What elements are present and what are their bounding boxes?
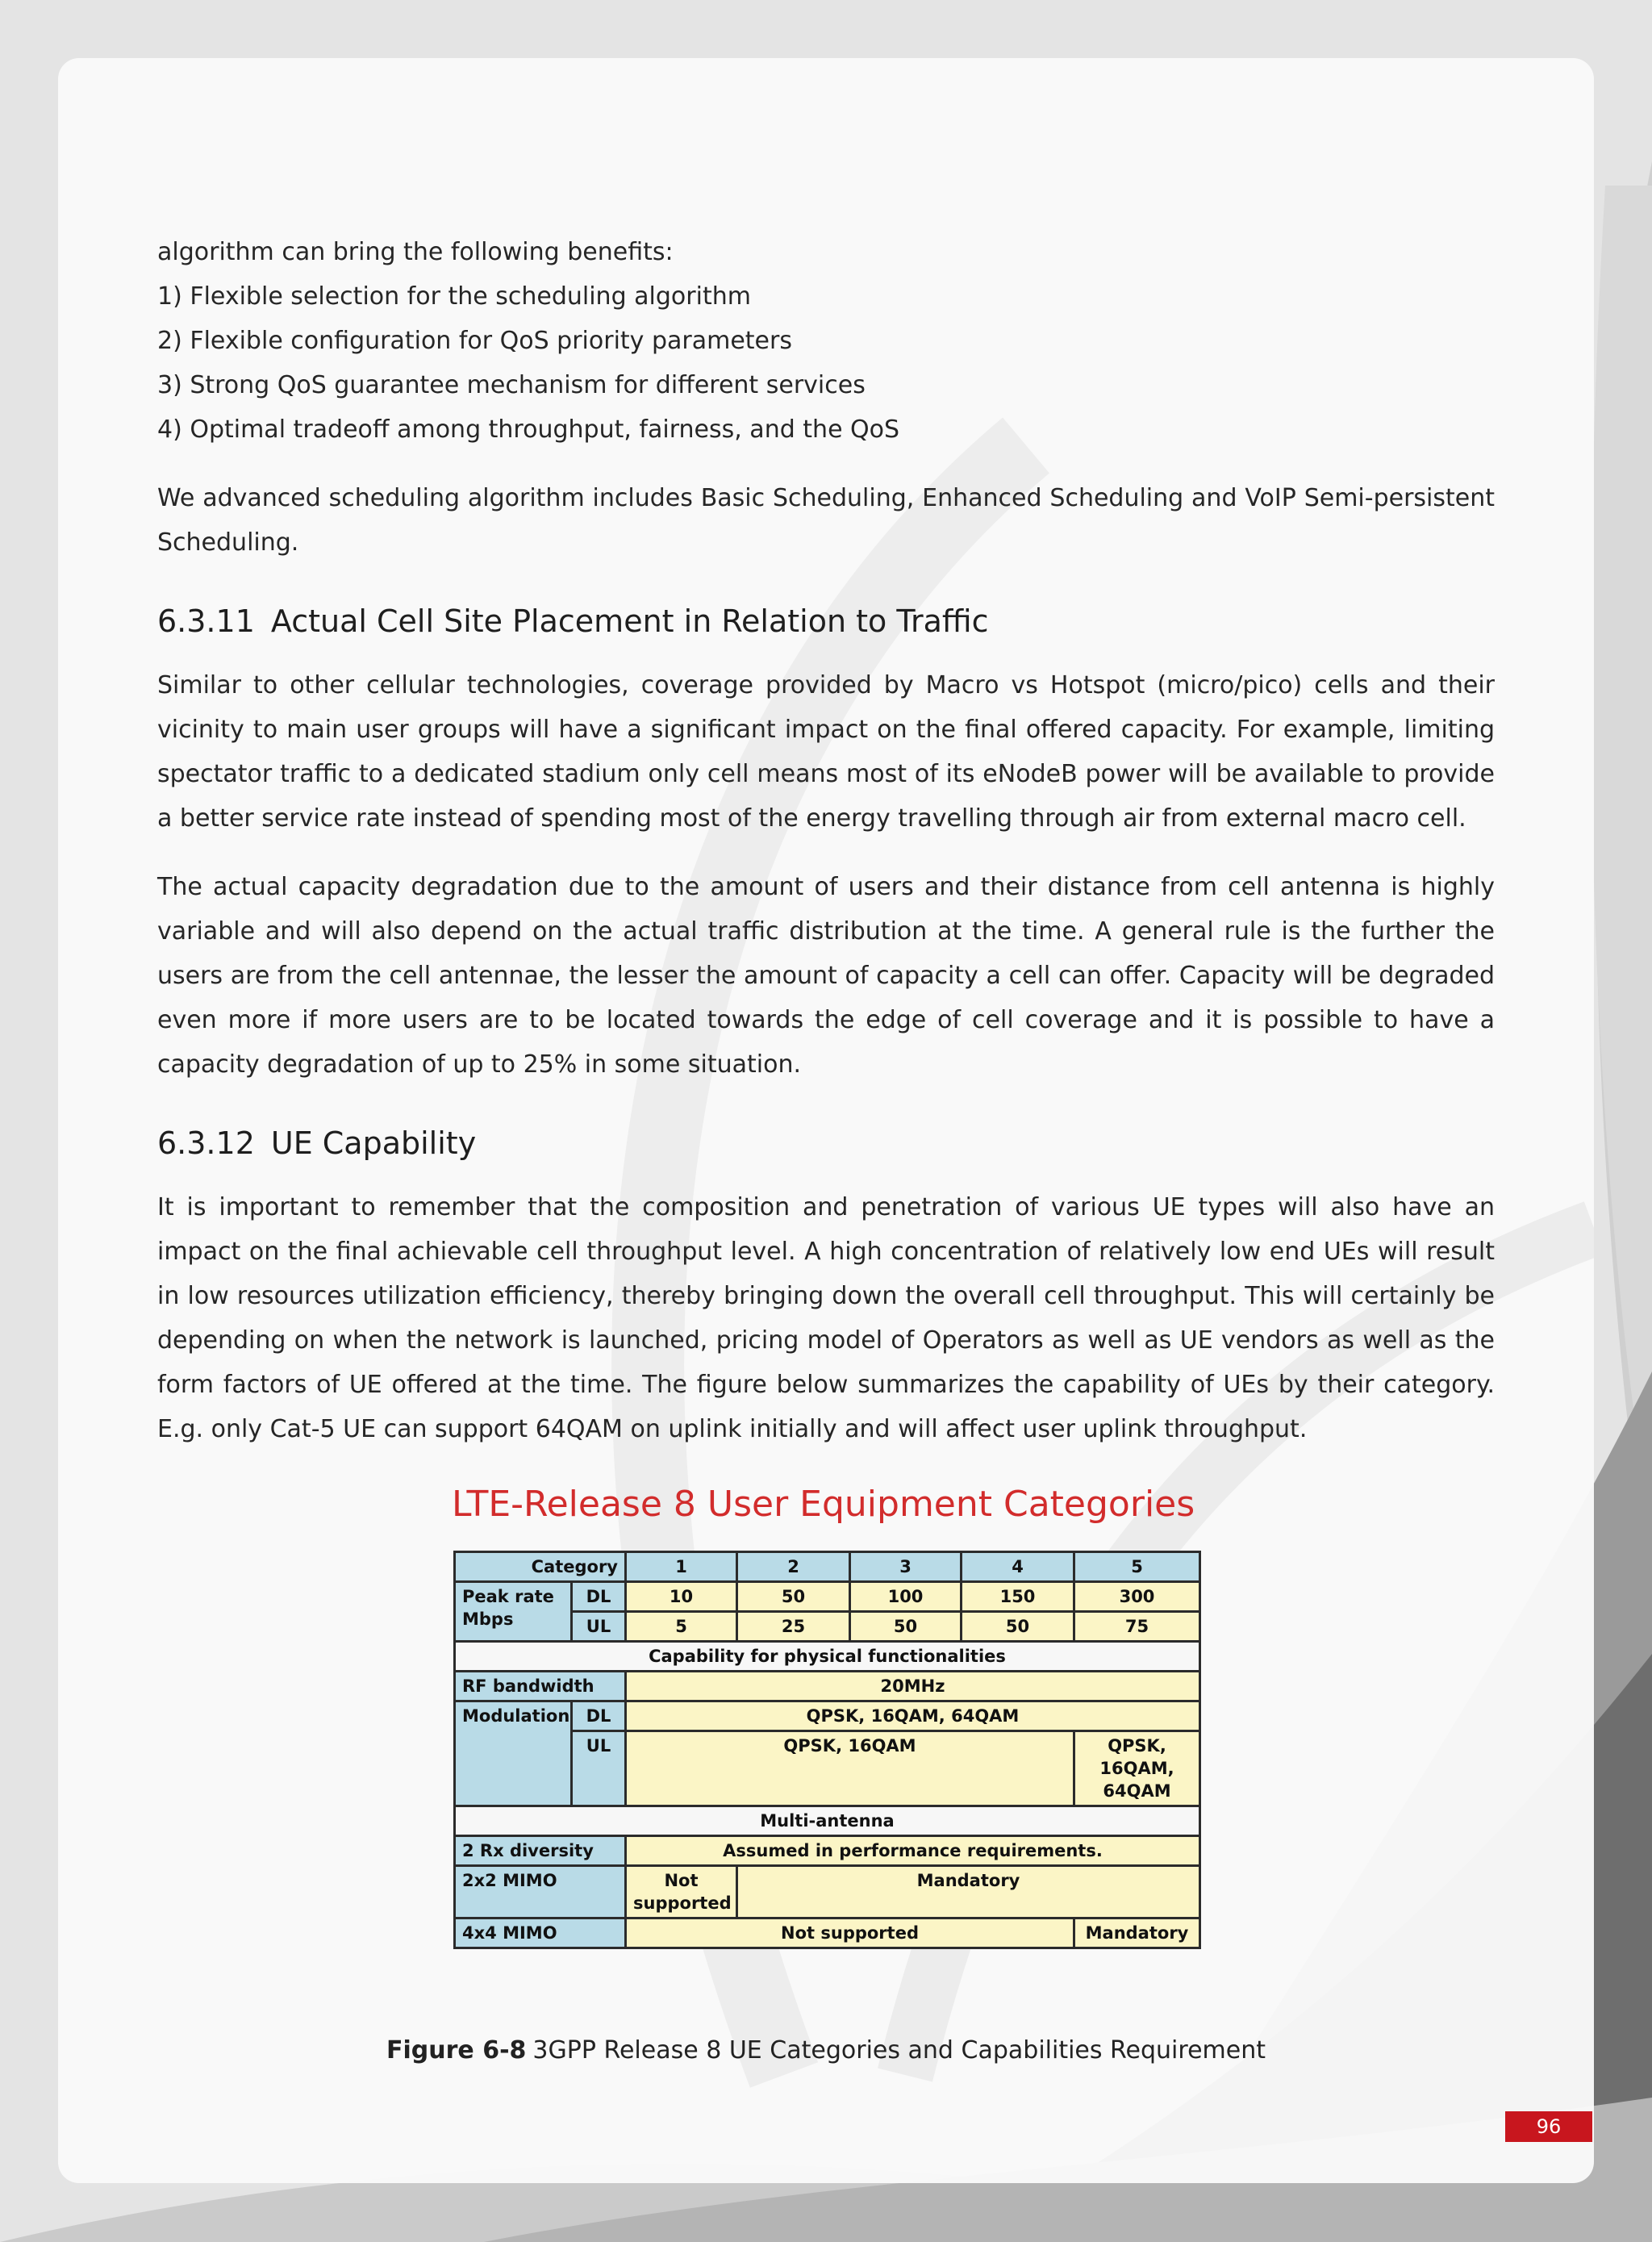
table-row xyxy=(455,1582,1200,1612)
category-cell: 3 xyxy=(850,1552,962,1582)
ul-rate: 50 xyxy=(962,1612,1074,1642)
figure-caption xyxy=(0,2033,1652,2069)
table-row xyxy=(455,1836,1200,1866)
modulation-ul-value: QPSK, 16QAM xyxy=(626,1731,1074,1806)
mimo2-label: 2x2 MIMO xyxy=(455,1866,626,1918)
rf-bandwidth-label: RF bandwidth xyxy=(455,1672,626,1701)
category-header: Category xyxy=(455,1552,626,1582)
mimo2-rest-value: Mandatory xyxy=(737,1866,1200,1918)
dl-rate: 150 xyxy=(962,1582,1074,1612)
modulation-dl-value: QPSK, 16QAM, 64QAM xyxy=(626,1701,1200,1731)
table-row xyxy=(455,1672,1200,1701)
dl-rate: 50 xyxy=(737,1582,850,1612)
mimo4-value: Not supported xyxy=(626,1918,1074,1948)
intro-lead: algorithm can bring the following benefits: xyxy=(157,238,674,266)
ul-rate: 75 xyxy=(1074,1612,1200,1642)
dl-rate: 10 xyxy=(626,1582,737,1612)
modulation-ul-cat5-value: QPSK, 16QAM, 64QAM xyxy=(1074,1731,1200,1806)
ul-label: UL xyxy=(572,1612,626,1642)
body-text xyxy=(157,230,1495,1476)
paragraph: Similar to other cellular technologies, coverage provided by Macro vs Hotspot (micro/pico) cells and their vicinity to main user groups will have a significant impact on the final offered capacity. For example, limiting spectator traffic to a dedicated stadium only cell means most of its eNodeB power will be available to provide a better service rate instead of spending most of the energy travelling through air from external macro cell. xyxy=(157,671,1495,833)
dl-label: DL xyxy=(572,1701,626,1731)
ul-label: UL xyxy=(572,1731,626,1806)
rx-diversity-label: 2 Rx diversity xyxy=(455,1836,626,1866)
benefit-item: 4) Optimal tradeoff among throughput, fairness, and the QoS xyxy=(157,415,900,444)
section-heading-6-3-11 xyxy=(157,600,1495,642)
intro-summary: We advanced scheduling algorithm includes Basic Scheduling, Enhanced Scheduling and VoIP Semi-persistent Scheduling. xyxy=(157,484,1495,557)
category-cell: 5 xyxy=(1074,1552,1200,1582)
table-row xyxy=(455,1806,1200,1836)
mimo4-label: 4x4 MIMO xyxy=(455,1918,626,1948)
category-cell: 1 xyxy=(626,1552,737,1582)
ul-rate: 50 xyxy=(850,1612,962,1642)
mimo4-cat5-value: Mandatory xyxy=(1074,1918,1200,1948)
table-row xyxy=(455,1701,1200,1731)
dl-label: DL xyxy=(572,1582,626,1612)
table-row xyxy=(455,1866,1200,1918)
table-row xyxy=(455,1918,1200,1948)
modulation-label: Modulation xyxy=(455,1701,572,1806)
caption-label: Figure 6-8 xyxy=(386,2036,527,2065)
paragraph: It is important to remember that the composition and penetration of various UE types will also have an impact on the final achievable cell throughput level. A high concentration of relatively low end UEs will result in low resources utilization efficiency, thereby bringing down the overall cell throughput. This will certainly be depending on when the network is launched, pricing model of Operators as well as UE vendors as well as the form factors of UE offered at the time. The figure below summarizes the capability of UEs by their category. E.g. only Cat-5 UE can support 64QAM on uplink initially and will affect user uplink throughput. xyxy=(157,1193,1495,1443)
section-number: 6.3.12 xyxy=(157,1125,255,1161)
peak-rate-label: Peak rate Mbps xyxy=(455,1582,572,1642)
multi-antenna-header: Multi-antenna xyxy=(455,1806,1200,1836)
dl-rate: 100 xyxy=(850,1582,962,1612)
section-heading-6-3-12 xyxy=(157,1122,1495,1164)
table-row xyxy=(455,1642,1200,1672)
table-row xyxy=(455,1552,1200,1582)
section-title: UE Capability xyxy=(270,1125,477,1161)
section-title: Actual Cell Site Placement in Relation to Traffic xyxy=(270,603,989,639)
benefit-item: 3) Strong QoS guarantee mechanism for different services xyxy=(157,371,866,399)
dl-rate: 300 xyxy=(1074,1582,1200,1612)
benefit-item: 2) Flexible configuration for QoS priority parameters xyxy=(157,327,792,355)
ue-category-table xyxy=(453,1551,1201,1949)
rx-diversity-value: Assumed in performance requirements. xyxy=(626,1836,1200,1866)
mimo2-cat1-value: Not supported xyxy=(626,1866,737,1918)
figure-title: LTE-Release 8 User Equipment Categories xyxy=(452,1484,1195,1525)
category-cell: 4 xyxy=(962,1552,1074,1582)
caption-text: 3GPP Release 8 UE Categories and Capabilities Requirement xyxy=(532,2036,1266,2065)
ul-rate: 5 xyxy=(626,1612,737,1642)
rf-bandwidth-value: 20MHz xyxy=(626,1672,1200,1701)
benefit-item: 1) Flexible selection for the scheduling algorithm xyxy=(157,282,751,311)
ul-rate: 25 xyxy=(737,1612,850,1642)
page-number: 96 xyxy=(1505,2111,1592,2142)
section-number: 6.3.11 xyxy=(157,603,255,639)
capability-header: Capability for physical functionalities xyxy=(455,1642,1200,1672)
category-cell: 2 xyxy=(737,1552,850,1582)
paragraph: The actual capacity degradation due to the amount of users and their distance from cell antenna is highly variable and will also depend on the actual traffic distribution at the time. A general rule is the further the users are from the cell antennae, the lesser the amount of capacity a cell can offer. Capacity will be degraded even more if more users are to be located towards the edge of cell coverage and it is possible to have a capacity degradation of up to 25% in some situation. xyxy=(157,873,1495,1079)
